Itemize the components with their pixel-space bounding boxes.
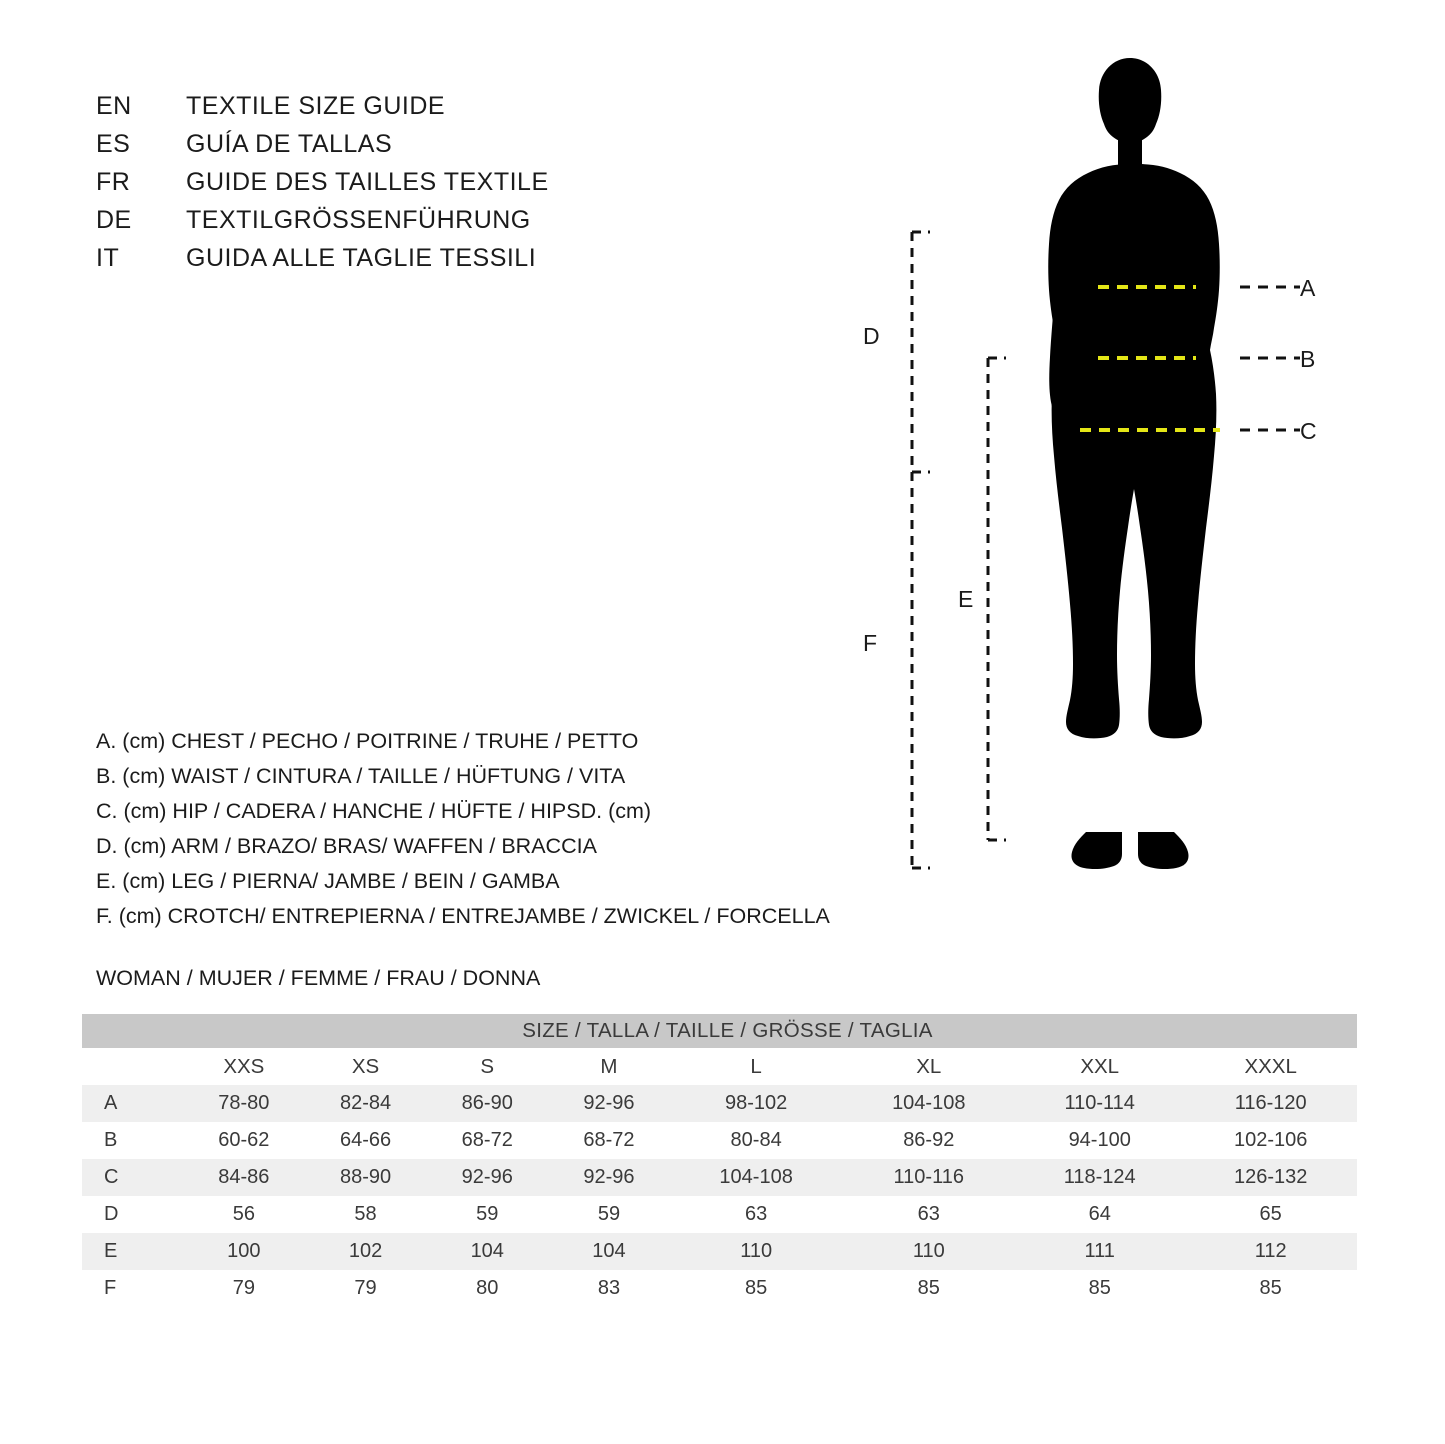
cell-f-m: 83	[548, 1270, 670, 1307]
legend-item-d: D. (cm) ARM / BRAZO/ BRAS/ WAFFEN / BRACCIA	[96, 834, 597, 858]
cell-f-xs: 79	[305, 1270, 427, 1307]
cell-d-xxl: 64	[1015, 1196, 1184, 1233]
cell-b-xxl: 94-100	[1015, 1122, 1184, 1159]
cell-f-xl: 85	[842, 1270, 1015, 1307]
diagram-svg	[830, 40, 1390, 940]
cell-f-xxs: 79	[183, 1270, 305, 1307]
cell-c-xxs: 84-86	[183, 1159, 305, 1196]
cell-f-xxl: 85	[1015, 1270, 1184, 1307]
female-body-silhouette	[1048, 58, 1220, 869]
cell-c-s: 92-96	[426, 1159, 548, 1196]
title-lang-fr: FR	[96, 168, 131, 196]
marker-label-b: B	[1300, 346, 1316, 372]
cell-c-xxl: 118-124	[1015, 1159, 1184, 1196]
column-header-xl: XL	[842, 1048, 1015, 1085]
cell-e-l: 110	[670, 1233, 843, 1270]
title-text-en: TEXTILE SIZE GUIDE	[186, 92, 446, 120]
cell-e-xl: 110	[842, 1233, 1015, 1270]
cell-b-xl: 86-92	[842, 1122, 1015, 1159]
cell-e-xxs: 100	[183, 1233, 305, 1270]
legend-item-e: E. (cm) LEG / PIERNA/ JAMBE / BEIN / GAMBA	[96, 869, 560, 893]
row-label-b: B	[82, 1122, 183, 1159]
bracket-f	[912, 472, 930, 868]
cell-d-xs: 58	[305, 1196, 427, 1233]
table-header-row	[82, 1048, 1357, 1085]
row-label-c: C	[82, 1159, 183, 1196]
cell-d-l: 63	[670, 1196, 843, 1233]
table-row	[82, 1122, 1357, 1159]
cell-c-m: 92-96	[548, 1159, 670, 1196]
cell-e-xs: 102	[305, 1233, 427, 1270]
cell-c-xl: 110-116	[842, 1159, 1015, 1196]
title-lang-es: ES	[96, 130, 131, 158]
title-lang-de: DE	[96, 206, 132, 234]
title-row	[96, 168, 736, 206]
row-label-e: E	[82, 1233, 183, 1270]
cell-b-xxxl: 102-106	[1184, 1122, 1357, 1159]
table-row	[82, 1270, 1357, 1307]
bracket-e	[988, 358, 1006, 840]
table-row	[82, 1159, 1357, 1196]
bracket-d	[912, 232, 930, 472]
title-row	[96, 130, 736, 168]
cell-a-xl: 104-108	[842, 1085, 1015, 1122]
cell-b-xs: 64-66	[305, 1122, 427, 1159]
cell-b-m: 68-72	[548, 1122, 670, 1159]
table-caption-row	[82, 1014, 1357, 1048]
cell-d-s: 59	[426, 1196, 548, 1233]
column-header-xs: XS	[305, 1048, 427, 1085]
cell-a-xs: 82-84	[305, 1085, 427, 1122]
cell-d-m: 59	[548, 1196, 670, 1233]
column-header-m: M	[548, 1048, 670, 1085]
marker-label-c: C	[1300, 418, 1317, 444]
bracket-label-e: E	[958, 586, 974, 612]
table-row	[82, 1085, 1357, 1122]
cell-d-xxs: 56	[183, 1196, 305, 1233]
cell-c-xxxl: 126-132	[1184, 1159, 1357, 1196]
cell-e-m: 104	[548, 1233, 670, 1270]
title-lang-it: IT	[96, 244, 120, 272]
row-label-f: F	[82, 1270, 183, 1307]
cell-a-xxxl: 116-120	[1184, 1085, 1357, 1122]
cell-b-l: 80-84	[670, 1122, 843, 1159]
column-header-xxxl: XXXL	[1184, 1048, 1357, 1085]
marker-label-a: A	[1300, 275, 1316, 301]
cell-e-xxxl: 112	[1184, 1233, 1357, 1270]
table-caption: SIZE / TALLA / TAILLE / GRÖSSE / TAGLIA	[82, 1014, 1357, 1048]
cell-a-l: 98-102	[670, 1085, 843, 1122]
title-text-es: GUÍA DE TALLAS	[186, 130, 393, 158]
cell-f-xxxl: 85	[1184, 1270, 1357, 1307]
title-row	[96, 244, 736, 282]
title-row	[96, 206, 736, 244]
title-lang-en: EN	[96, 92, 132, 120]
table-corner-cell	[82, 1048, 183, 1085]
legend-item-f: F. (cm) CROTCH/ ENTREPIERNA / ENTREJAMBE / ZWICKEL / FORCELLA	[96, 904, 830, 928]
title-row	[96, 92, 736, 130]
legend-item-c: C. (cm) HIP / CADERA / HANCHE / HÜFTE / HIPSD. (cm)	[96, 799, 652, 823]
row-label-d: D	[82, 1196, 183, 1233]
cell-a-xxs: 78-80	[183, 1085, 305, 1122]
legend-item-a: A. (cm) CHEST / PECHO / POITRINE / TRUHE / PETTO	[96, 729, 639, 753]
cell-b-s: 68-72	[426, 1122, 548, 1159]
title-text-de: TEXTILGRÖSSENFÜHRUNG	[186, 206, 531, 234]
title-text-it: GUIDA ALLE TAGLIE TESSILI	[186, 244, 537, 272]
cell-c-l: 104-108	[670, 1159, 843, 1196]
bracket-label-f: F	[863, 630, 878, 656]
cell-a-xxl: 110-114	[1015, 1085, 1184, 1122]
legend-item-b: B. (cm) WAIST / CINTURA / TAILLE / HÜFTUNG / VITA	[96, 764, 626, 788]
measurement-diagram	[830, 40, 1390, 940]
row-label-a: A	[82, 1085, 183, 1122]
size-chart-table	[82, 1014, 1357, 1307]
column-header-xxl: XXL	[1015, 1048, 1184, 1085]
bracket-label-d: D	[863, 323, 880, 349]
title-block	[96, 92, 736, 282]
cell-f-s: 80	[426, 1270, 548, 1307]
title-text-fr: GUIDE DES TAILLES TEXTILE	[186, 168, 549, 196]
gender-label: WOMAN / MUJER / FEMME / FRAU / DONNA	[96, 966, 541, 990]
cell-d-xl: 63	[842, 1196, 1015, 1233]
cell-b-xxs: 60-62	[183, 1122, 305, 1159]
cell-e-xxl: 111	[1015, 1233, 1184, 1270]
cell-a-m: 92-96	[548, 1085, 670, 1122]
table-row	[82, 1196, 1357, 1233]
column-header-s: S	[426, 1048, 548, 1085]
cell-f-l: 85	[670, 1270, 843, 1307]
measurement-legend	[96, 724, 916, 934]
cell-e-s: 104	[426, 1233, 548, 1270]
cell-d-xxxl: 65	[1184, 1196, 1357, 1233]
table-row	[82, 1233, 1357, 1270]
cell-a-s: 86-90	[426, 1085, 548, 1122]
cell-c-xs: 88-90	[305, 1159, 427, 1196]
column-header-xxs: XXS	[183, 1048, 305, 1085]
column-header-l: L	[670, 1048, 843, 1085]
